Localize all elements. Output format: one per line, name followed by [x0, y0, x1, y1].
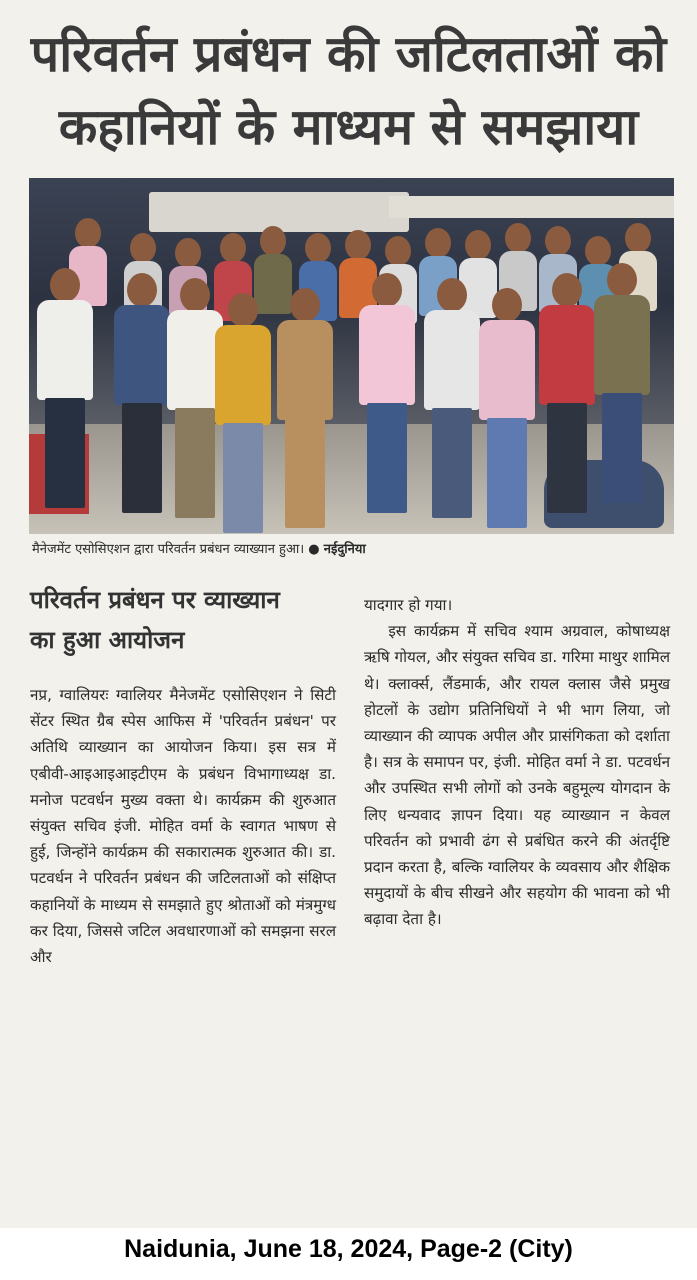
article-subheading	[30, 580, 350, 660]
caption-text: मैनेजमेंट एसोसिएशन द्वारा परिवर्तन प्रबंधन व्याख्यान हुआ। ●	[32, 542, 324, 557]
publication-citation: Naidunia, June 18, 2024, Page-2 (City)	[124, 1235, 573, 1263]
subheading-line-1: परिवर्तन प्रबंधन पर व्याख्यान	[30, 586, 280, 614]
headline-line-1: परिवर्तन प्रबंधन की जटिलताओं को	[30, 25, 667, 83]
article-left-column: नप्र, ग्वालियरः ग्वालियर मैनेजमेंट एसोसिएशन ने सिटी सेंटर स्थित ग्रैब स्पेस आफिस में 'परिवर्तन प्रबंधन' पर अतिथि व्याख्यान का आयोजन किया। इस सत्र में एबीवी-आइआइआइटीएम के प्रबंधन विभागाध्यक्ष डा. मनोज पटवर्धन मुख्य वक्ता थे। कार्यक्रम की शुरुआत संयुक्त सचिव इंजी. मोहित वर्मा के स्वागत भाषण से हुई, जिन्होंने कार्यक्रम की सकारात्मक शुरुआत की। डा. पटवर्धन ने परिवर्तन प्रबंधन की जटिलताओं को संक्षिप्त कहानियों के माध्यम से समझाते हुए श्रोताओं को मंत्रमुग्ध कर दिया, जिससे जटिल अवधारणाओं को समझना सरल और	[30, 686, 336, 967]
backdrop-banner-right	[389, 196, 674, 218]
headline-line-2: कहानियों के माध्यम से समझाया	[58, 98, 639, 156]
photo-caption	[32, 540, 672, 560]
right-column-para-2: इस कार्यक्रम में सचिव श्याम अग्रवाल, कोषाध्यक्ष ऋषि गोयल, और संयुक्त सचिव डा. गरिमा माथुर शामिल थे। क्लार्क्स, लैंडमार्क, और रायल क्लास जैसे प्रमुख होटलों के उद्योग प्रतिनिधियों ने भी भाग लिया, जो व्याख्यान की व्यापक अपील और प्रासंगिकता को दर्शाता है। सत्र के समापन पर, इंजी. मोहित वर्मा ने डा. पटवर्धन और उपस्थित सभी लोगों को उनके बहुमूल्य योगदान के लिए धन्यवाद ज्ञापन दिया। यह व्याख्यान न केवल परिवर्तन को प्रभावी ढंग से प्रबंधित करने की अंतर्दृष्टि प्रदान करता है, बल्कि ग्वालियर के व्यवसाय और शैक्षिक समुदायों के बीच सीखने और सहयोग की भावना को भी बढ़ावा देता है।	[364, 622, 670, 929]
right-column-para-1: यादगार हो गया।	[364, 596, 453, 614]
subheading-line-2: का हुआ आयोजन	[30, 626, 185, 654]
caption-source: नईदुनिया	[323, 542, 366, 557]
backdrop-banner	[149, 192, 409, 232]
article-right-column	[364, 592, 670, 933]
group-photo	[29, 178, 674, 534]
